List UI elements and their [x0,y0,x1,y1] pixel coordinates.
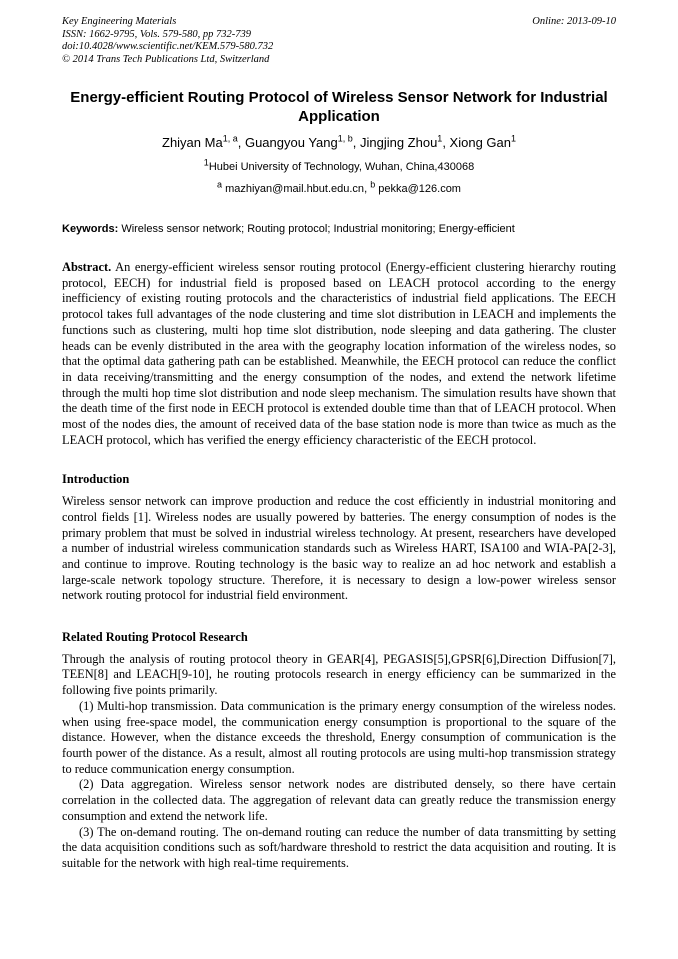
copyright-line: © 2014 Trans Tech Publications Ltd, Switzerland [62,53,270,65]
issn-line: ISSN: 1662-9795, Vols. 579-580, pp 732-739 [62,28,251,40]
keywords-text: Wireless sensor network; Routing protocol; Industrial monitoring; Energy-efficient [121,223,515,235]
author-separator: , [237,135,245,150]
keywords-line [62,222,616,236]
affiliation-mark: 1 [203,157,209,168]
authors-line [62,135,616,151]
section-heading-introduction: Introduction [62,472,130,487]
section-heading-related-research: Related Routing Protocol Research [62,630,248,645]
related-paragraph-point-2: (2) Data aggregation. Wireless sensor network nodes are distributed densely, so there have certain correlation in the collected data. The aggregation of relevant data can greatly reduce the transmission energy consumption and extend the network life. [62,777,616,823]
author-name: Jingjing Zhou [359,135,438,150]
journal-name: Key Engineering Materials [62,16,177,27]
related-paragraph-point-3: (3) The on-demand routing. The on-demand routing can reduce the number of data transmitting by setting the data acquisition conditions such as soft/hardware threshold to restrict the data acquisition and routing. It is suitable for the network with high real-time requirements. [62,824,616,870]
online-date: Online: 2013-09-10 [532,16,616,27]
introduction-paragraph: Wireless sensor network can improve production and reduce the cost efficiently in industrial monitoring and control fields [1]. Wireless nodes are usually powered by batteries. The energy consumption of nodes is the primary problem that must be solved in industrial wireless technology. At present, researchers have developed a number of industrial wireless communication standards such as Wireless HART, ISA100 and WIA-PA[2-3], and continue to improve. Routing technology is the basic way to realize an ad hoc network and establish a large-scale network topology structure. Therefore, it is necessary to design a low-power wireless sensor network routing protocol for industrial field environment. [62,494,616,603]
keywords-label: Keywords: [62,223,119,235]
journal-header-left [62,16,273,66]
abstract-text: An energy-efficient wireless sensor routing protocol (Energy-efficient clustering hierarchy routing protocol, EECH) for industrial field is proposed based on LEACH protocol according to the energy inefficiency of existing routing protocols and the characteristics of industrial field applications. The EECH protocol takes full advantages of the node clustering and time slot distribution in LEACH and implements the functions such as clustering, multi hop time slot distribution, node sleeping and data gathering. The cluster heads can be evenly distributed in the area with the geography location information of the wireless nodes, so that the optimal data gathering path can be established. Meanwhile, the EECH protocol can reduce the conflict in data receiving/transmitting and the energy consumption of the nodes, and extend the network lifetime through the multi hop time slot distribution and node sleep mechanism. The simulation results have shown that the death time of the first node in EECH protocol is extended double time than that of LEACH protocol. When most of the nodes dies, the amount of received data of the base station node is more than twice as much as the LEACH protocol, which has verified the energy efficiency characteristic of the EECH protocol. [62,260,616,447]
affiliation-line [62,157,616,174]
email-b: pekka@126.com [378,183,461,195]
emails-line [62,179,616,196]
email-mark-b: b [370,179,376,190]
related-paragraph-point-1: (1) Multi-hop transmission. Data communication is the primary energy consumption of the wireless nodes. when using free-space model, the communication energy consumption is proportional to the square of the distance. However, when the distance exceeds the threshold, Energy consumption of communication is the fourth power of the distance. As a result, almost all routing protocols are using multi-hop transmission strategy to reduce communication energy consumption. [62,698,616,776]
email-mark-a: a [217,179,223,190]
email-a: mazhiyan@mail.hbut.edu.cn [225,183,365,195]
affiliation-text: Hubei University of Technology, Wuhan, China,430068 [208,161,475,173]
author-affil-mark: 1 [510,133,516,144]
author-separator: , [442,135,450,150]
email-separator: , [364,183,371,195]
author-affil-mark: 1 [437,133,443,144]
paper-title: Energy-efficient Routing Protocol of Wireless Sensor Network for Industrial Application [70,89,608,125]
related-paragraph-intro: Through the analysis of routing protocol theory in GEAR[4], PEGASIS[5],GPSR[6],Direction Diffusion[7], TEEN[8] and LEACH[9-10], he routing protocols research in energy efficiency can be summarized in the following five points primarily. [62,651,616,698]
author-affil-mark: 1, a [222,133,238,144]
author-name: Guangyou Yang [244,135,338,150]
doi-line: doi:10.4028/www.scientific.net/KEM.579-580.732 [62,41,274,52]
abstract-paragraph [62,260,616,448]
author-name: Xiong Gan [449,135,511,150]
author-affil-mark: 1, b [337,133,353,144]
journal-header [62,16,616,66]
author-name: Zhiyan Ma [162,135,223,150]
abstract-label: Abstract. [62,260,112,274]
author-separator: , [352,135,360,150]
